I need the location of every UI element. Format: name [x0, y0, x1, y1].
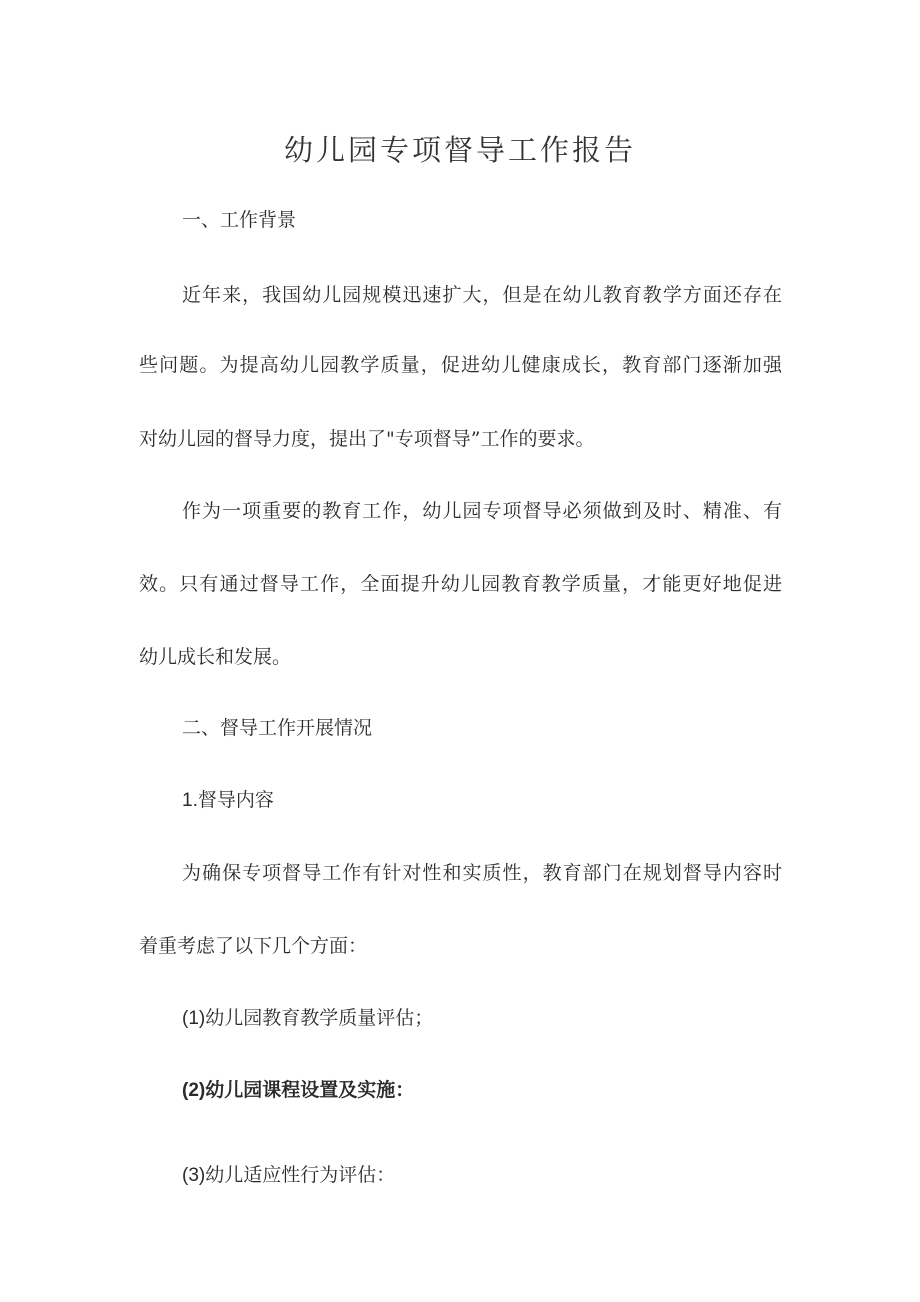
document-title: 幼儿园专项督导工作报告 — [283, 133, 636, 167]
list-item-text: 幼儿园课程设置及实施： — [205, 1079, 415, 1101]
list-item — [182, 1161, 395, 1190]
section-heading-progress: 二、督导工作开展情况 — [182, 717, 373, 739]
paragraph-line: 近年来，我国幼儿园规模迅速扩大，但是在幼儿教育教学方面还存在 — [182, 284, 782, 306]
list-item — [182, 1076, 414, 1105]
paragraph-line: 为确保专项督导工作有针对性和实质性，教育部门在规划督导内容时 — [182, 862, 782, 884]
list-item-text: 幼儿园教育教学质量评估； — [205, 1007, 434, 1029]
list-item-text: 幼儿适应性行为评估： — [205, 1164, 396, 1186]
section-heading-background: 一、工作背景 — [182, 209, 297, 231]
list-item — [182, 1004, 433, 1033]
paragraph-line: 些问题。为提高幼儿园教学质量，促进幼儿健康成长，教育部门逐渐加强 — [139, 354, 782, 376]
subsection-title: 督导内容 — [197, 789, 274, 811]
paragraph-line: 效。只有通过督导工作，全面提升幼儿园教育教学质量，才能更好地促进 — [139, 573, 782, 595]
list-item-number: (2) — [182, 1080, 206, 1101]
subsection-number: 1. — [182, 790, 198, 811]
paragraph-line: 幼儿成长和发展。 — [139, 646, 292, 668]
subsection-heading — [182, 786, 274, 815]
paragraph-line: 着重考虑了以下几个方面： — [139, 935, 368, 957]
paragraph-line: 对幼儿园的督导力度，提出了"专项督导”工作的要求。 — [139, 428, 595, 450]
list-item-number: (1) — [182, 1008, 206, 1029]
list-item-number: (3) — [182, 1165, 206, 1186]
paragraph-line: 作为一项重要的教育工作，幼儿园专项督导必须做到及时、精准、有 — [182, 500, 782, 522]
